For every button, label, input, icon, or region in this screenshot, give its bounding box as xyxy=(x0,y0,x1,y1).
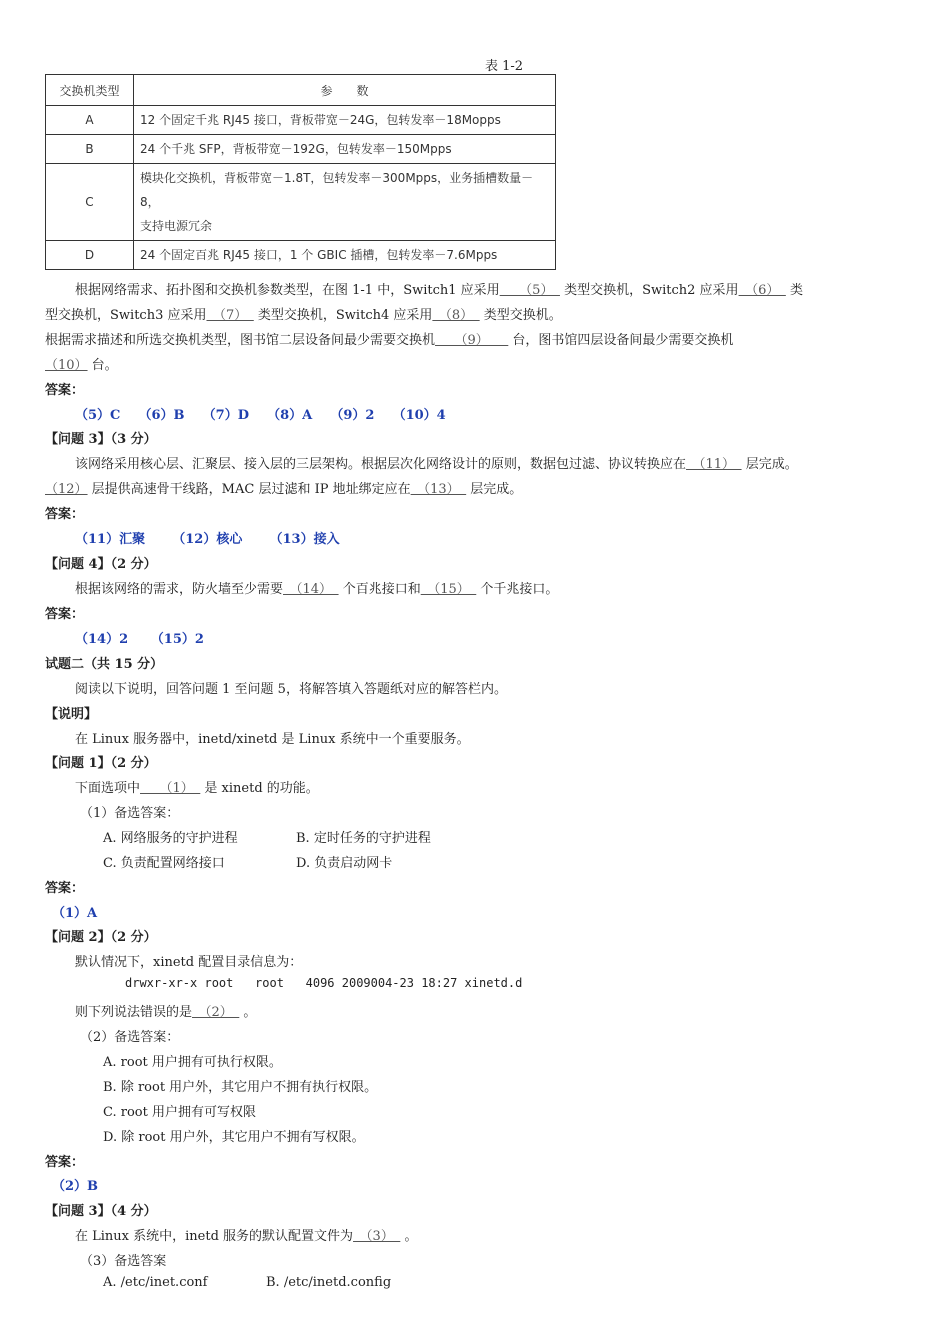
s2q3-opts-label: （3）备选答案 xyxy=(80,1254,167,1269)
s2q2-option-b: B. 除 root 用户外，其它用户不拥有执行权限。 xyxy=(103,1080,378,1095)
s2q3-line1: 在 Linux 系统中，inetd 服务的默认配置文件为 （3） 。 xyxy=(75,1229,418,1244)
s2q1-option-a: A. 网络服务的守护进程 xyxy=(103,831,238,846)
s2q1-option-b: B. 定时任务的守护进程 xyxy=(296,831,431,846)
q2-line4: （10） 台。 xyxy=(45,358,118,373)
answer-label: 答案： xyxy=(45,607,85,622)
section2-title: 试题二（共 15 分） xyxy=(45,657,164,672)
switch-param: 12 个固定千兆 RJ45 接口，背板带宽－24G，包转发率－18Mopps xyxy=(134,106,556,135)
table-header-row xyxy=(46,75,556,106)
blank-1: （1） xyxy=(140,781,201,796)
blank-6: （6） xyxy=(738,283,786,298)
blank-7: （7） xyxy=(206,308,254,323)
section2-note: 在 Linux 服务器中，inetd/xinetd 是 Linux 系统中一个重要服务。 xyxy=(75,732,470,747)
answers-5-10 xyxy=(75,404,446,423)
switch-param: 24 个固定百兆 RJ45 接口，1 个 GBIC 插槽，包转发率－7.6Mpps xyxy=(134,241,556,270)
answer-9: （9）2 xyxy=(330,408,375,423)
s2q2-line1: 默认情况下，xinetd 配置目录信息为： xyxy=(75,955,303,970)
q3-line2: （12） 层提供高速骨干线路，MAC 层过滤和 IP 地址绑定应在 （13） 层完成。 xyxy=(45,482,523,497)
answer-11: （11）汇聚 xyxy=(75,532,146,547)
s2q1-option-d: D. 负责启动网卡 xyxy=(296,856,393,871)
switch-type: B xyxy=(46,135,134,164)
answer-12: （12）核心 xyxy=(172,532,243,547)
s2q2-option-a: A. root 用户拥有可执行权限。 xyxy=(103,1055,282,1070)
answer-15: （15）2 xyxy=(150,632,204,647)
answer-5: （5）C xyxy=(75,408,121,423)
blank-5: （5） xyxy=(499,283,560,298)
q4-title: 【问题 4】（2 分） xyxy=(45,557,157,572)
table-row xyxy=(46,164,556,241)
s2q2-title: 【问题 2】（2 分） xyxy=(45,930,157,945)
s2q3-option-b: B. /etc/inetd.config xyxy=(266,1275,392,1290)
q4-line1: 根据该网络的需求，防火墙至少需要 （14） 个百兆接口和 （15） 个千兆接口。 xyxy=(75,582,559,597)
answer-label: 答案： xyxy=(45,881,85,896)
blank-14: （14） xyxy=(283,582,339,597)
answer-14: （14）2 xyxy=(75,632,129,647)
table-header-type: 交换机类型 xyxy=(46,75,134,106)
switch-type: C xyxy=(46,164,134,241)
q2-line1: 根据网络需求、拓扑图和交换机参数类型，在图 1-1 中，Switch1 应采用 （5） 类型交换机，Switch2 应采用 （6） 类 xyxy=(75,283,803,298)
switch-type: D xyxy=(46,241,134,270)
table-header-param: 参 数 xyxy=(134,75,556,106)
s2q1-line1: 下面选项中 （1） 是 xinetd 的功能。 xyxy=(75,781,319,796)
table-row xyxy=(46,241,556,270)
s2q2-option-d: D. 除 root 用户外，其它用户不拥有写权限。 xyxy=(103,1130,365,1145)
blank-2: （2） xyxy=(192,1005,240,1020)
s2q3-option-a: A. /etc/inet.conf xyxy=(103,1275,208,1290)
blank-11: （11） xyxy=(686,457,742,472)
xinetd-dir-listing: drwxr-xr-x root root 4096 2009004-23 18:27 xinetd.d xyxy=(125,976,523,990)
blank-13: （13） xyxy=(410,482,467,497)
q3-title: 【问题 3】（3 分） xyxy=(45,432,157,447)
switch-type: A xyxy=(46,106,134,135)
answer-7: （7）D xyxy=(202,408,249,423)
q2-line2: 型交换机，Switch3 应采用 （7） 类型交换机，Switch4 应采用 （8） 类型交换机。 xyxy=(45,308,562,323)
s2q1-title: 【问题 1】（2 分） xyxy=(45,756,157,771)
s2q1-answer: （1）A xyxy=(52,906,98,921)
table-row xyxy=(46,106,556,135)
section2-note-title: 【说明】 xyxy=(45,707,98,722)
s2q2-option-c: C. root 用户拥有可写权限 xyxy=(103,1105,256,1120)
blank-15: （15） xyxy=(420,582,477,597)
answers-11-13 xyxy=(75,528,340,547)
s2q2-opts-label: （2）备选答案： xyxy=(80,1030,180,1045)
blank-3: （3） xyxy=(353,1229,401,1244)
answer-label: 答案： xyxy=(45,1155,85,1170)
s2q1-option-c: C. 负责配置网络接口 xyxy=(103,856,225,871)
switch-spec-table xyxy=(45,74,556,270)
s2q3-title: 【问题 3】（4 分） xyxy=(45,1204,157,1219)
switch-param xyxy=(134,164,556,241)
blank-10: （10） xyxy=(45,358,88,373)
switch-param: 24 个千兆 SFP，背板带宽－192G，包转发率－150Mpps xyxy=(134,135,556,164)
section2-intro: 阅读以下说明，回答问题 1 至问题 5，将解答填入答题纸对应的解答栏内。 xyxy=(75,682,507,697)
blank-8: （8） xyxy=(432,308,480,323)
switch-param-line2: 支持电源冗余 xyxy=(140,219,213,233)
switch-param-line1: 模块化交换机，背板带宽－1.8T，包转发率－300Mpps，业务插槽数量－8， xyxy=(140,171,534,209)
s2q2-answer: （2）B xyxy=(52,1179,99,1194)
answer-6: （6）B xyxy=(138,408,185,423)
answers-14-15 xyxy=(75,628,204,647)
blank-12: （12） xyxy=(45,482,88,497)
s2q1-opts-label: （1）备选答案： xyxy=(80,806,180,821)
answer-label: 答案： xyxy=(45,383,85,398)
q2-line3: 根据需求描述和所选交换机类型，图书馆二层设备间最少需要交换机 （9） 台，图书馆四层设备间最少需要交换机 xyxy=(45,333,734,348)
blank-9: （9） xyxy=(435,333,509,348)
table-row xyxy=(46,135,556,164)
table-caption: 表 1-2 xyxy=(485,59,524,74)
answer-10: （10）4 xyxy=(392,408,446,423)
answer-13: （13）接入 xyxy=(269,532,340,547)
answer-8: （8）A xyxy=(267,408,313,423)
s2q2-line2: 则下列说法错误的是 （2） 。 xyxy=(75,1005,257,1020)
q3-line1: 该网络采用核心层、汇聚层、接入层的三层架构。根据层次化网络设计的原则，数据包过滤、协议转换应在 （11） 层完成。 xyxy=(75,457,798,472)
answer-label: 答案： xyxy=(45,507,85,522)
